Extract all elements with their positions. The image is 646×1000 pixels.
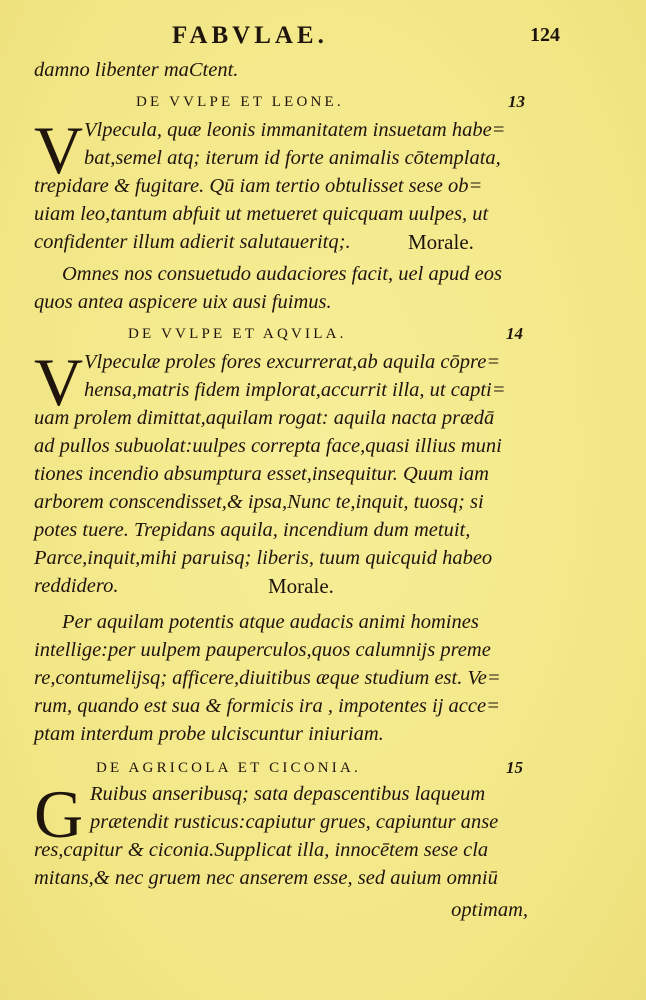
- text-line: prætendit rusticus:capiutur grues, capiuntur anse: [90, 811, 499, 833]
- text-line: confidenter illum adierit salutaueritq;.: [34, 231, 351, 253]
- text-line: Vlpecula, quæ leonis immanitatem insuetam habe=: [84, 119, 506, 141]
- drop-initial: V: [34, 112, 84, 188]
- morale-label: Morale.: [268, 574, 334, 598]
- text-line: bat,semel atq; iterum id forte animalis cōtemplata,: [84, 147, 501, 169]
- text-line: mitans,& nec gruem nec anserem esse, sed auium omniū: [34, 867, 498, 889]
- text-line: ad pullos subuolat:uulpes correpta face,quasi illius muni: [34, 435, 502, 457]
- drop-initial: G: [34, 776, 84, 852]
- text-line: res,capitur & ciconia.Supplicat illa, innocētem sese cla: [34, 839, 489, 861]
- fable-number: 15: [506, 758, 523, 777]
- fable-number: 14: [506, 324, 523, 343]
- catchword: optimam,: [451, 899, 528, 921]
- text-line: reddidero.: [34, 575, 119, 597]
- moral-line: Per aquilam potentis atque audacis animi homines: [62, 611, 479, 633]
- text-line: Parce,inquit,mihi paruisq; liberis, tuum quicquid habeo: [34, 547, 493, 569]
- fable-heading: DE AGRICOLA ET CICONIA.: [96, 760, 361, 776]
- moral-line: intellige:per uulpem pauperculos,quos calumnijs preme: [34, 639, 491, 661]
- text-line: uam prolem dimittat,aquilam rogat: aquila nacta prædā: [34, 407, 495, 429]
- moral-line: ptam interdum probe ulciscuntur iniuriam.: [34, 723, 384, 745]
- moral-line: rum, quando est sua & formicis ira , impotentes ij acce=: [34, 695, 500, 717]
- text-line: arborem conscendisset,& ipsa,Nunc te,inquit, tuosq; si: [34, 491, 484, 513]
- fable-heading: DE VVLPE ET LEONE.: [136, 94, 344, 110]
- page-header: [0, 22, 646, 52]
- text-line: tiones incendio absumptura esset,insequitur. Quum iam: [34, 463, 489, 485]
- carry-over-line: damno libenter maCtent.: [34, 59, 239, 81]
- moral-line: quos antea aspicere uix ausi fuimus.: [34, 291, 332, 313]
- fable-number: 13: [508, 92, 525, 111]
- text-line: uiam leo,tantum abfuit ut metueret quicquam uulpes, ut: [34, 203, 489, 225]
- moral-line: Omnes nos consuetudo audaciores facit, uel apud eos: [62, 263, 502, 285]
- drop-initial: V: [34, 344, 84, 420]
- fable-heading: DE VVLPE ET AQVILA.: [128, 326, 347, 342]
- text-line: potes tuere. Trepidans aquila, incendium dum metuit,: [34, 519, 471, 541]
- text-line: trepidare & fugitare. Qū iam tertio obtulisset sese ob=: [34, 175, 483, 197]
- text-line: hensa,matris fidem implorat,accurrit illa, ut capti=: [84, 379, 506, 401]
- text-line: Vlpeculæ proles fores excurrerat,ab aquila cōpre=: [84, 351, 501, 373]
- moral-line: re,contumelijsq; afficere,diuitibus æque studium est. Ve=: [34, 667, 501, 689]
- running-title: FABVLAE.: [172, 22, 328, 49]
- morale-label: Morale.: [408, 230, 474, 254]
- page-number: 124: [530, 24, 560, 46]
- text-line: Ruibus anseribusq; sata depascentibus laqueum: [90, 783, 486, 805]
